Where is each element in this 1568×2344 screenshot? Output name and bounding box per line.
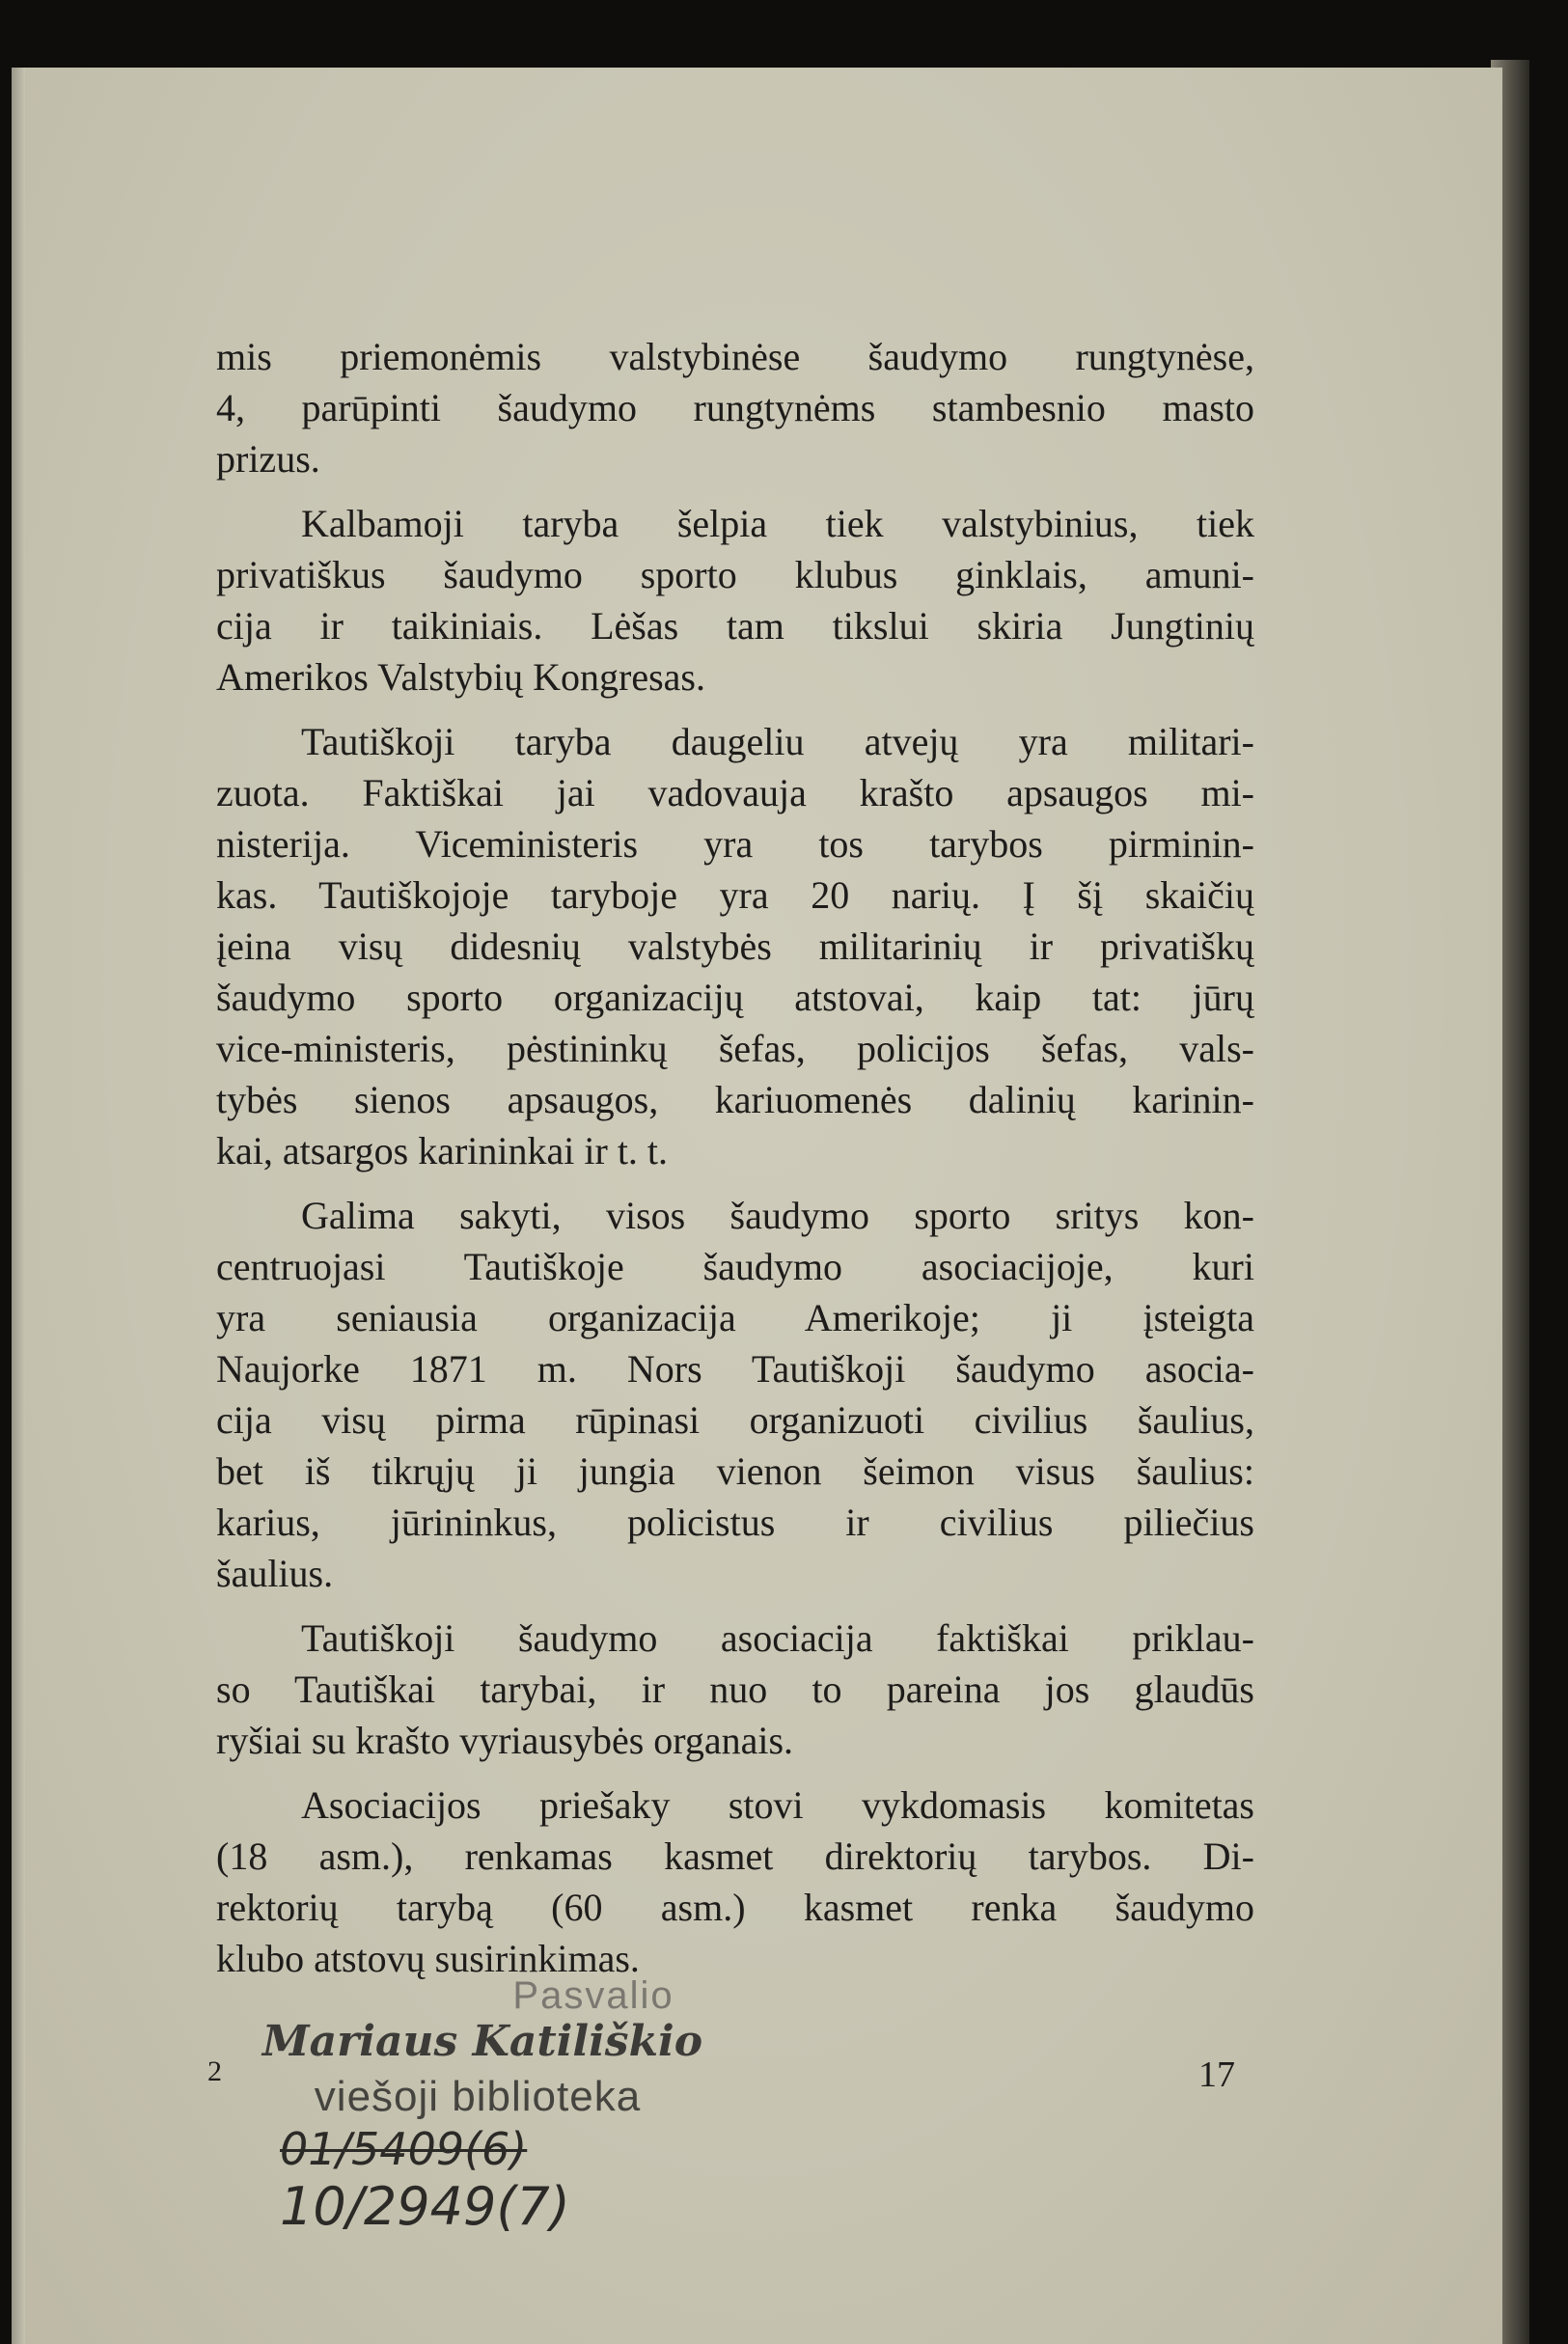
- text-line: prizus.: [216, 437, 320, 481]
- text-line: įeina visų didesnių valstybės militarinių ir privatiškų: [216, 924, 1254, 968]
- text-line: karius, jūrininkus, policistus ir civilius piliečius: [216, 1501, 1254, 1544]
- page-number: 17: [1198, 2054, 1235, 2095]
- text-line: Naujorke 1871 m. Nors Tautiškoji šaudymo asocia-: [216, 1347, 1254, 1391]
- text-line: yra seniausia organizacija Amerikoje; ji įsteigta: [216, 1296, 1254, 1339]
- text-line: cija ir taikiniais. Lėšas tam tikslui skiria Jungtinių: [216, 604, 1254, 648]
- text-line: so Tautiškai tarybai, ir nuo to pareina jos glaudūs: [216, 1668, 1254, 1711]
- text-line: klubo atstovų susirinkimas.: [216, 1937, 640, 1980]
- text-line: rektorių tarybą (60 asm.) kasmet renka šaudymo: [216, 1886, 1254, 1929]
- library-stamp-line2: Mariaus Katiliškio: [261, 2017, 703, 2066]
- text-line: šaudymo sporto organizacijų atstovai, kaip tat: jūrų: [216, 976, 1254, 1019]
- text-line: nisterija. Viceministeris yra tos tarybos pirminin-: [216, 822, 1254, 866]
- text-line: šaulius.: [216, 1552, 334, 1595]
- text-line: Kalbamoji taryba šelpia tiek valstybinius, tiek: [301, 502, 1254, 545]
- text-line: Tautiškoji taryba daugeliu atvejų yra militari-: [301, 720, 1254, 763]
- text-line: tybės sienos apsaugos, kariuomenės dalinių karinin-: [216, 1078, 1254, 1121]
- text-line: vice-ministeris, pėstininkų šefas, policijos šefas, vals-: [216, 1027, 1254, 1070]
- text-line: Amerikos Valstybių Kongresas.: [216, 655, 705, 699]
- library-stamp-line1: Pasvalio: [512, 1974, 674, 2017]
- text-line: (18 asm.), renkamas kasmet direktorių tarybos. Di-: [216, 1834, 1254, 1878]
- paragraph: [216, 498, 1254, 703]
- handwritten-inventory-number: 10/2949(7): [280, 2176, 570, 2237]
- paragraph: [216, 1779, 1254, 1984]
- text-line: Asociacijos priešaky stovi vykdomasis komitetas: [301, 1783, 1254, 1827]
- text-line: 4, parūpinti šaudymo rungtynėms stambesnio masto: [216, 386, 1254, 429]
- library-stamp-line3: viešoji biblioteka: [314, 2073, 642, 2120]
- text-line: Galima sakyti, visos šaudymo sporto sritys kon-: [301, 1194, 1254, 1237]
- text-line: privatiškus šaudymo sporto klubus ginklais, amuni-: [216, 553, 1254, 596]
- text-line: mis priemonėmis valstybinėse šaudymo rungtynėse,: [216, 335, 1254, 378]
- text-line: kas. Tautiškojoje taryboje yra 20 narių. Į šį skaičių: [216, 873, 1254, 917]
- text-line: cija visų pirma rūpinasi organizuoti civilius šaulius,: [216, 1398, 1254, 1442]
- body-text: [216, 331, 1254, 1984]
- text-line: Tautiškoji šaudymo asociacija faktiškai priklau-: [301, 1616, 1254, 1660]
- paragraph: [216, 1613, 1254, 1766]
- signature-mark: 2: [207, 2055, 222, 2087]
- paragraph: [216, 716, 1254, 1176]
- paragraph: [216, 1190, 1254, 1599]
- text-line: centruojasi Tautiškoje šaudymo asociacijoje, kuri: [216, 1245, 1254, 1288]
- text-line: bet iš tikrųjų ji jungia vienon šeimon visus šaulius:: [216, 1449, 1254, 1493]
- text-line: kai, atsargos karininkai ir t. t.: [216, 1129, 669, 1172]
- handwritten-old-inventory-number: 01/5409(6): [280, 2123, 528, 2175]
- text-line: zuota. Faktiškai jai vadovauja krašto apsaugos mi-: [216, 771, 1254, 814]
- paragraph: [216, 331, 1254, 484]
- text-line: ryšiai su krašto vyriausybės organais.: [216, 1719, 794, 1762]
